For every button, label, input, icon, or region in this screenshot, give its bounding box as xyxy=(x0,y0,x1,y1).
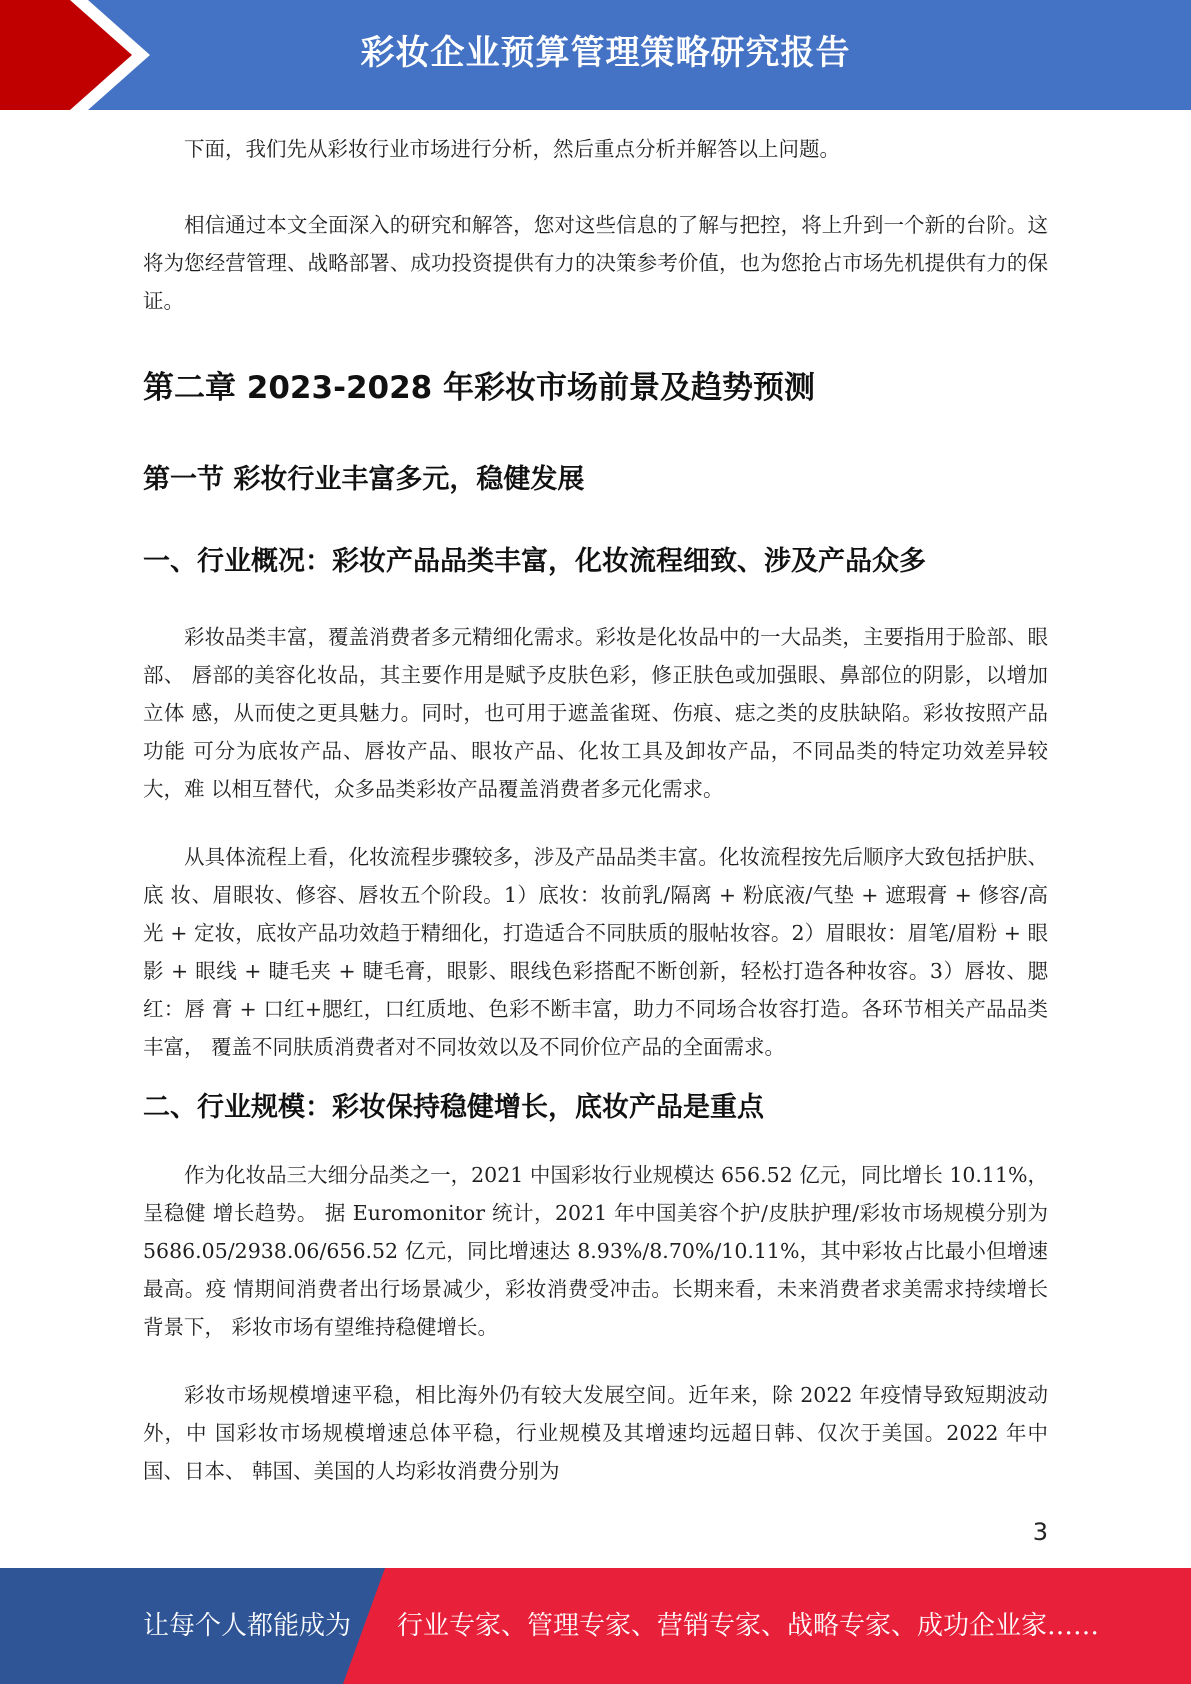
report-title: 彩妆企业预算管理策略研究报告 xyxy=(360,33,851,73)
page-header xyxy=(0,0,1191,110)
intro-paragraph: 下面，我们先从彩妆行业市场进行分析，然后重点分析并解答以上问题。 xyxy=(184,137,840,161)
body-paragraph: 彩妆市场规模增速平稳，相比海外仍有较大发展空间。近年来，除 2022 年疫情导致短期波动外，中 国彩妆市场规模增速总体平稳，行业规模及其增速均远超日韩、仅次于美国。2022 年中国、日本、 韩国、美国的人均彩妆消费分别为 xyxy=(143,1383,1048,1483)
section-title: 第一节 彩妆行业丰富多元，稳健发展 xyxy=(143,464,585,495)
page-number: 3 xyxy=(1032,1518,1048,1546)
footer-slogan-right: 行业专家、管理专家、营销专家、战略专家、成功企业家…… xyxy=(397,1611,1100,1641)
body-paragraph: 彩妆品类丰富，覆盖消费者多元精细化需求。彩妆是化妆品中的一大品类，主要指用于脸部、眼部、 唇部的美容化妆品，其主要作用是赋予皮肤色彩，修正肤色或加强眼、鼻部位的阴影，以增加立体 感，从而使之更具魅力。同时，也可用于遮盖雀斑、伤痕、痣之类的皮肤缺陷。彩妆按照产品功能 可分为底妆产品、唇妆产品、眼妆产品、化妆工具及卸妆产品，不同品类的特定功效差异较大，难 以相互替代，众多品类彩妆产品覆盖消费者多元化需求。 xyxy=(143,625,1048,801)
subsection-title: 二、行业规模：彩妆保持稳健增长，底妆产品是重点 xyxy=(143,1092,764,1123)
footer-slogan-left: 让每个人都能成为 xyxy=(143,1611,352,1641)
body-paragraph: 作为化妆品三大细分品类之一，2021 中国彩妆行业规模达 656.52 亿元，同比增长 10.11%，呈稳健 增长趋势。 据 Euromonitor 统计，2021 年中国美容个护/皮肤护理/彩妆市场规模分别为 5686.05/2938.06/656.52 亿元，同比增速达 8.93%/8.70%/10.11%，其中彩妆占比最小但增速最高。疫 情期间消费者出行场景减少，彩妆消费受冲击。长期来看，未来消费者求美需求持续增长背景下， 彩妆市场有望维持稳健增长。 xyxy=(143,1163,1048,1339)
body-paragraph: 从具体流程上看，化妆流程步骤较多，涉及产品品类丰富。化妆流程按先后顺序大致包括护肤、底 妆、眉眼妆、修容、唇妆五个阶段。1）底妆：妆前乳/隔离 + 粉底液/气垫 + 遮瑕膏 + 修容/高光 + 定妆，底妆产品功效趋于精细化，打造适合不同肤质的服帖妆容。2）眉眼妆：眉笔/眉粉 + 眼影 + 眼线 + 睫毛夹 + 睫毛膏，眼影、眼线色彩搭配不断创新，轻松打造各种妆容。3）唇妆、腮红：唇 膏 + 口红+腮红，口红质地、色彩不断丰富，助力不同场合妆容打造。各环节相关产品品类丰富， 覆盖不同肤质消费者对不同妆效以及不同价位产品的全面需求。 xyxy=(143,845,1048,1059)
chapter-title: 第二章 2023-2028 年彩妆市场前景及趋势预测 xyxy=(143,370,816,406)
page-content xyxy=(143,130,1048,1490)
intro-paragraph: 相信通过本文全面深入的研究和解答，您对这些信息的了解与把控，将上升到一个新的台阶。这将为您经营管理、战略部署、成功投资提供有力的决策参考价值，也为您抢占市场先机提供有力的保证。 xyxy=(143,213,1048,313)
subsection-title: 一、行业概况：彩妆产品品类丰富，化妆流程细致、涉及产品众多 xyxy=(143,546,926,577)
page-footer xyxy=(0,1568,1191,1684)
